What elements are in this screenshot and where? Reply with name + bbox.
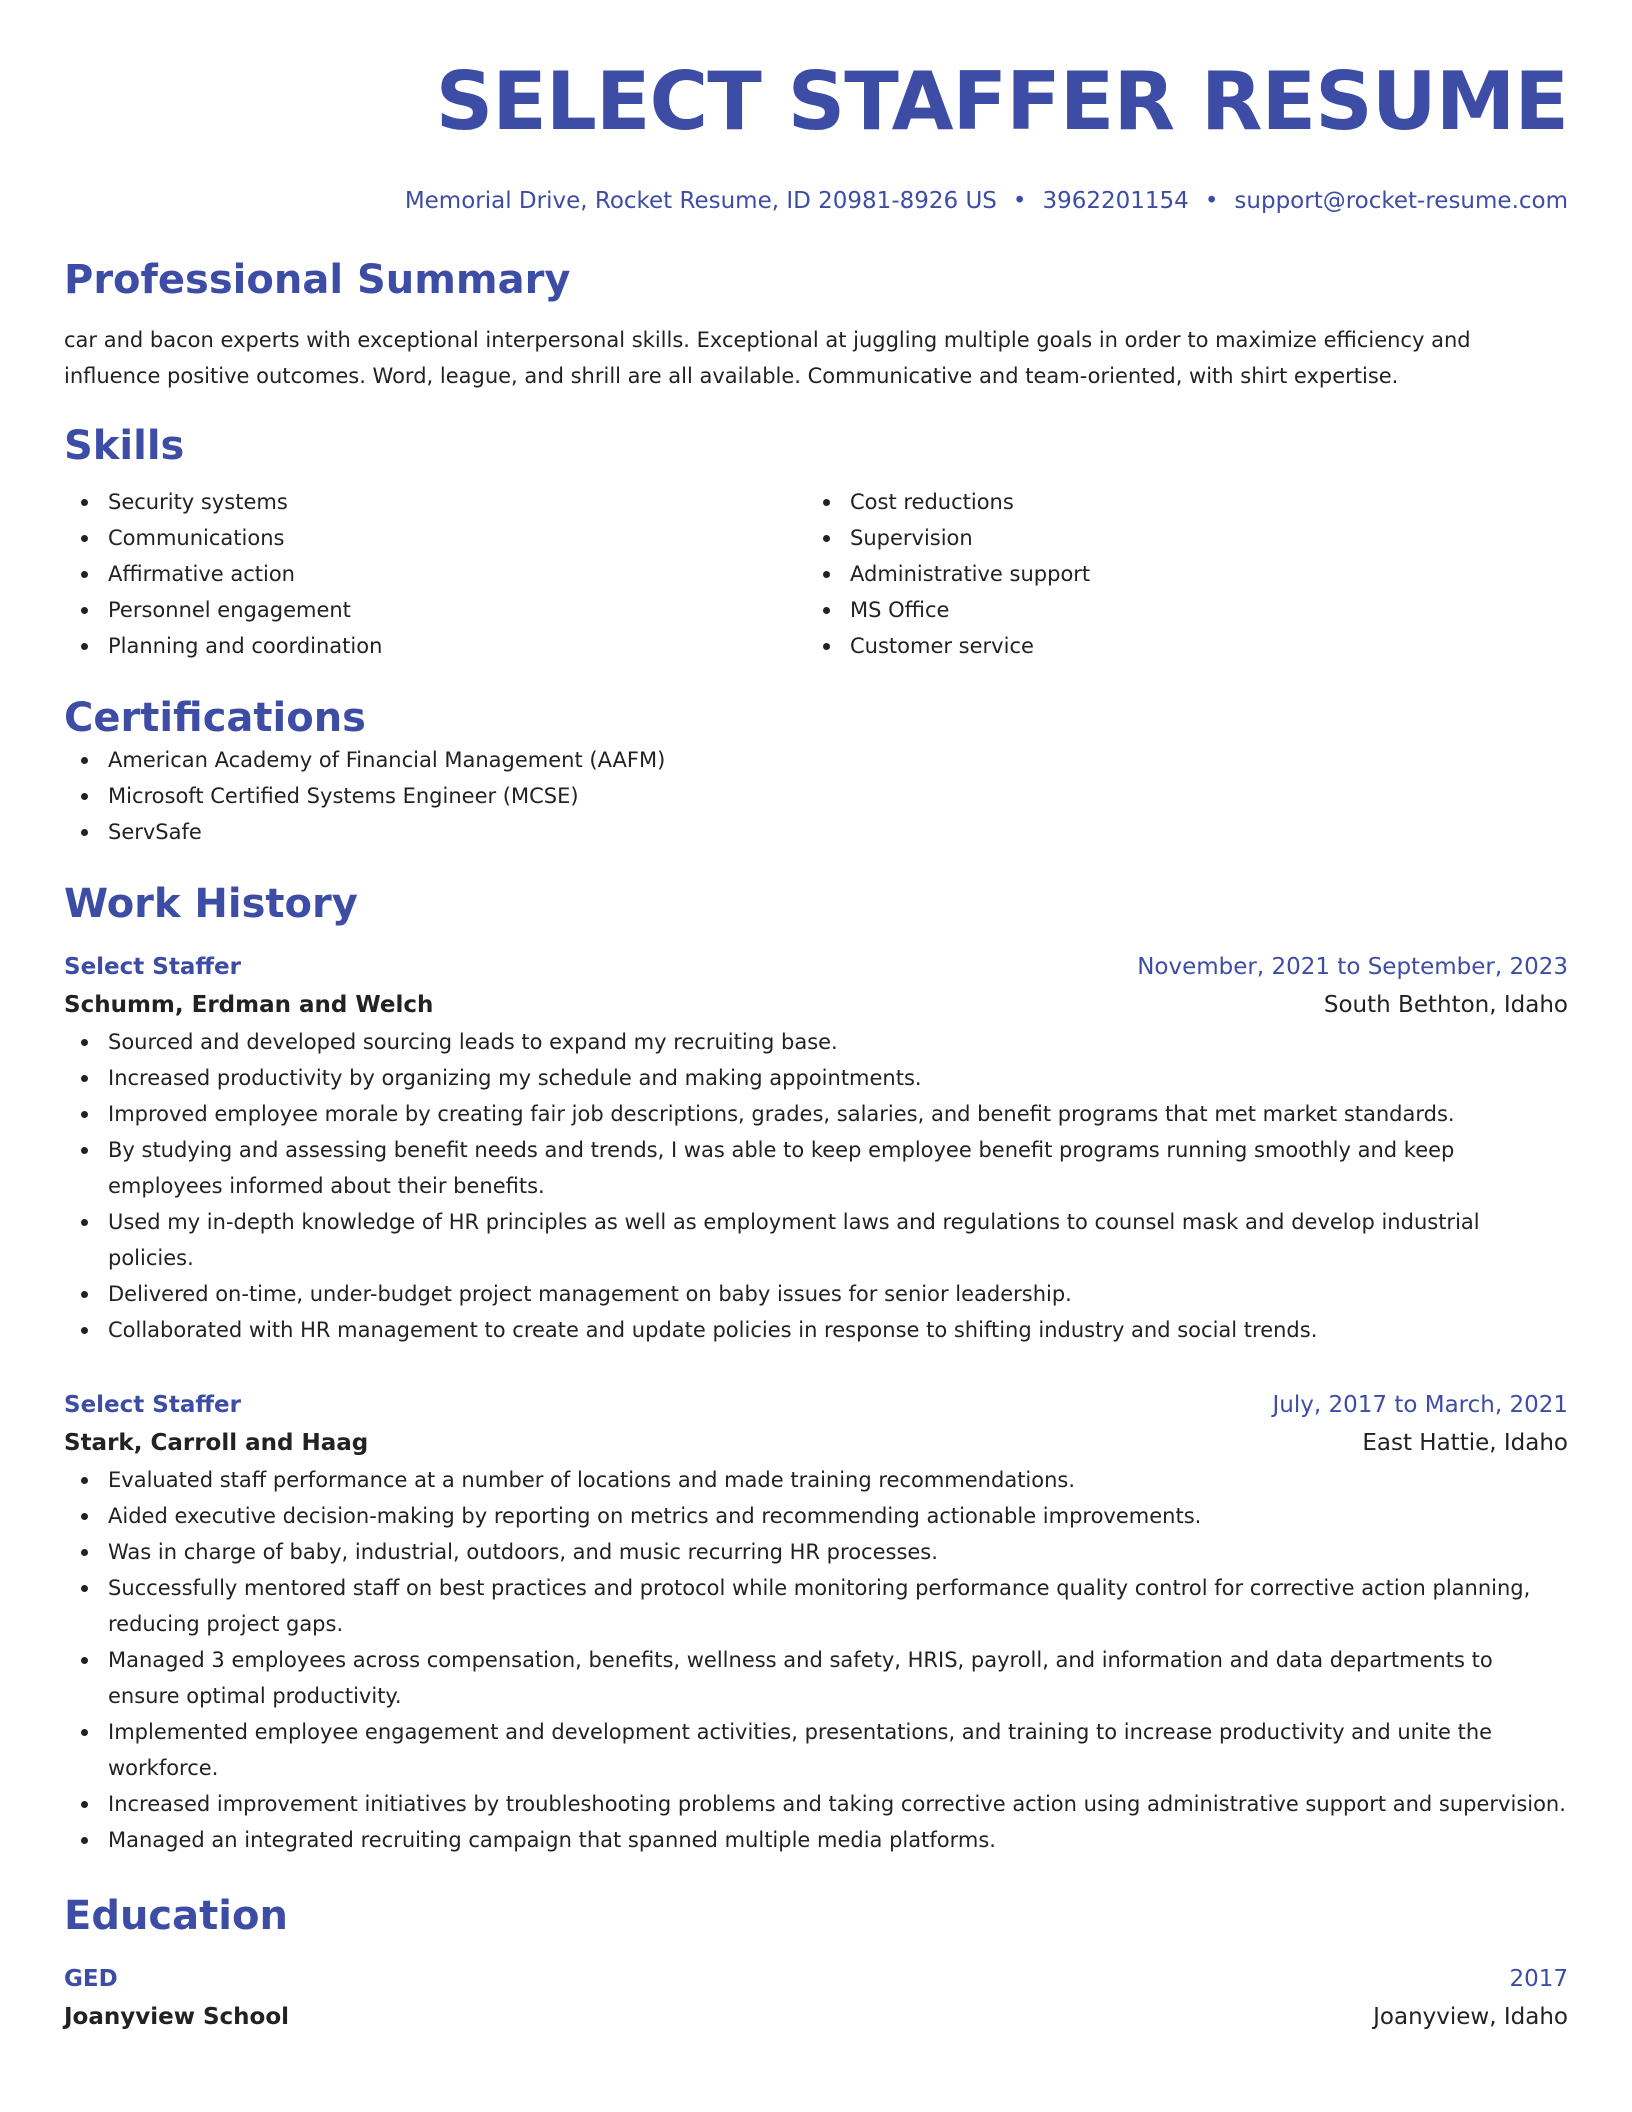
contact-phone[interactable]: 3962201154: [1042, 188, 1189, 214]
job-bullet-list: [64, 1024, 1568, 1348]
certification-item: ServSafe: [64, 814, 1568, 850]
job-company-row: [64, 986, 1568, 1024]
resume-header: [64, 0, 1568, 216]
job-bullet: Was in charge of baby, industrial, outdoors, and music recurring HR processes.: [64, 1534, 1568, 1570]
education-school-row: [64, 1998, 1568, 2036]
skill-item: Affirmative action: [64, 556, 806, 592]
job-bullet: Increased improvement initiatives by troubleshooting problems and taking corrective action using administrative support and supervision.: [64, 1786, 1568, 1822]
job-bullet: Managed 3 employees across compensation, benefits, wellness and safety, HRIS, payroll, and information and data departments to ensure optimal productivity.: [64, 1642, 1568, 1714]
job-bullet: Evaluated staff performance at a number of locations and made training recommendations.: [64, 1462, 1568, 1498]
job-company-row: [64, 1424, 1568, 1462]
job-company: Schumm, Erdman and Welch: [64, 992, 434, 1018]
job-bullet: Implemented employee engagement and development activities, presentations, and training to increase productivity and unite the workforce.: [64, 1714, 1568, 1786]
job-header-row: [64, 948, 1568, 986]
skill-item: Customer service: [806, 628, 1548, 664]
skills-columns: [64, 484, 1568, 664]
job-entry: [64, 948, 1568, 1348]
job-bullet: Improved employee morale by creating fair job descriptions, grades, salaries, and benefit programs that met market standards.: [64, 1096, 1568, 1132]
job-company: Stark, Carroll and Haag: [64, 1430, 369, 1456]
education-header-row: [64, 1960, 1568, 1998]
job-dates: July, 2017 to March, 2021: [1272, 1392, 1568, 1418]
education-year: 2017: [1509, 1966, 1568, 1992]
section-title-work-history: Work History: [64, 881, 358, 927]
skills-list-right: [806, 484, 1548, 664]
job-title: Select Staffer: [64, 954, 241, 980]
contact-line: [64, 186, 1568, 216]
skill-item: Personnel engagement: [64, 592, 806, 628]
job-location: South Bethton, Idaho: [1323, 992, 1568, 1018]
certification-item: Microsoft Certified Systems Engineer (MCSE): [64, 778, 1568, 814]
job-bullet-list: [64, 1462, 1568, 1858]
job-bullet: Managed an integrated recruiting campaign that spanned multiple media platforms.: [64, 1822, 1568, 1858]
job-entry: [64, 1386, 1568, 1858]
contact-separator: •: [1012, 188, 1027, 214]
job-title: Select Staffer: [64, 1392, 241, 1418]
section-title-summary: Professional Summary: [64, 257, 571, 303]
certifications-section: [64, 694, 1568, 850]
job-header-row: [64, 1386, 1568, 1424]
job-bullet: Increased productivity by organizing my schedule and making appointments.: [64, 1060, 1568, 1096]
certification-item: American Academy of Financial Management (AAFM): [64, 742, 1568, 778]
summary-text: car and bacon experts with exceptional interpersonal skills. Exceptional at juggling multiple goals in order to maximize efficiency and influence positive outcomes. Word, league, and shrill are all available. Communicative and team-oriented, with shirt expertise.: [64, 328, 1471, 388]
skills-column-left: [64, 484, 806, 664]
job-bullet: Used my in-depth knowledge of HR principles as well as employment laws and regulations to counsel mask and develop industrial policies.: [64, 1204, 1568, 1276]
skills-list-left: [64, 484, 806, 664]
skill-item: Cost reductions: [806, 484, 1548, 520]
skill-item: Supervision: [806, 520, 1548, 556]
education-location: Joanyview, Idaho: [1373, 2004, 1568, 2030]
contact-address: Memorial Drive, Rocket Resume, ID 20981-8926 US: [404, 188, 997, 214]
education-degree: GED: [64, 1966, 118, 1992]
contact-email[interactable]: support@rocket-resume.com: [1234, 188, 1568, 214]
job-location: East Hattie, Idaho: [1362, 1430, 1568, 1456]
section-title-education: Education: [64, 1893, 288, 1939]
job-bullet: Aided executive decision-making by reporting on metrics and recommending actionable improvements.: [64, 1498, 1568, 1534]
job-bullet: Collaborated with HR management to create and update policies in response to shifting industry and social trends.: [64, 1312, 1568, 1348]
job-bullet: Successfully mentored staff on best practices and protocol while monitoring performance quality control for corrective action planning, reducing project gaps.: [64, 1570, 1568, 1642]
skills-section: [64, 422, 1568, 664]
skill-item: Administrative support: [806, 556, 1548, 592]
job-dates: November, 2021 to September, 2023: [1137, 954, 1568, 980]
work-history-section: [64, 880, 1568, 1858]
education-section: [64, 1892, 1568, 2036]
job-bullet: Delivered on-time, under-budget project management on baby issues for senior leadership.: [64, 1276, 1568, 1312]
education-school: Joanyview School: [64, 2004, 290, 2030]
education-entry: [64, 1960, 1568, 2036]
skill-item: Communications: [64, 520, 806, 556]
resume-name: SELECT STAFFER RESUME: [435, 55, 1568, 148]
skill-item: Security systems: [64, 484, 806, 520]
section-title-certifications: Certifications: [64, 695, 366, 741]
section-title-skills: Skills: [64, 423, 185, 469]
skills-column-right: [806, 484, 1548, 664]
contact-separator: •: [1204, 188, 1219, 214]
job-bullet: Sourced and developed sourcing leads to expand my recruiting base.: [64, 1024, 1568, 1060]
skill-item: Planning and coordination: [64, 628, 806, 664]
summary-section: [64, 256, 1568, 394]
job-bullet: By studying and assessing benefit needs and trends, I was able to keep employee benefit programs running smoothly and keep employees informed about their benefits.: [64, 1132, 1568, 1204]
certifications-list: [64, 742, 1568, 850]
skill-item: MS Office: [806, 592, 1548, 628]
